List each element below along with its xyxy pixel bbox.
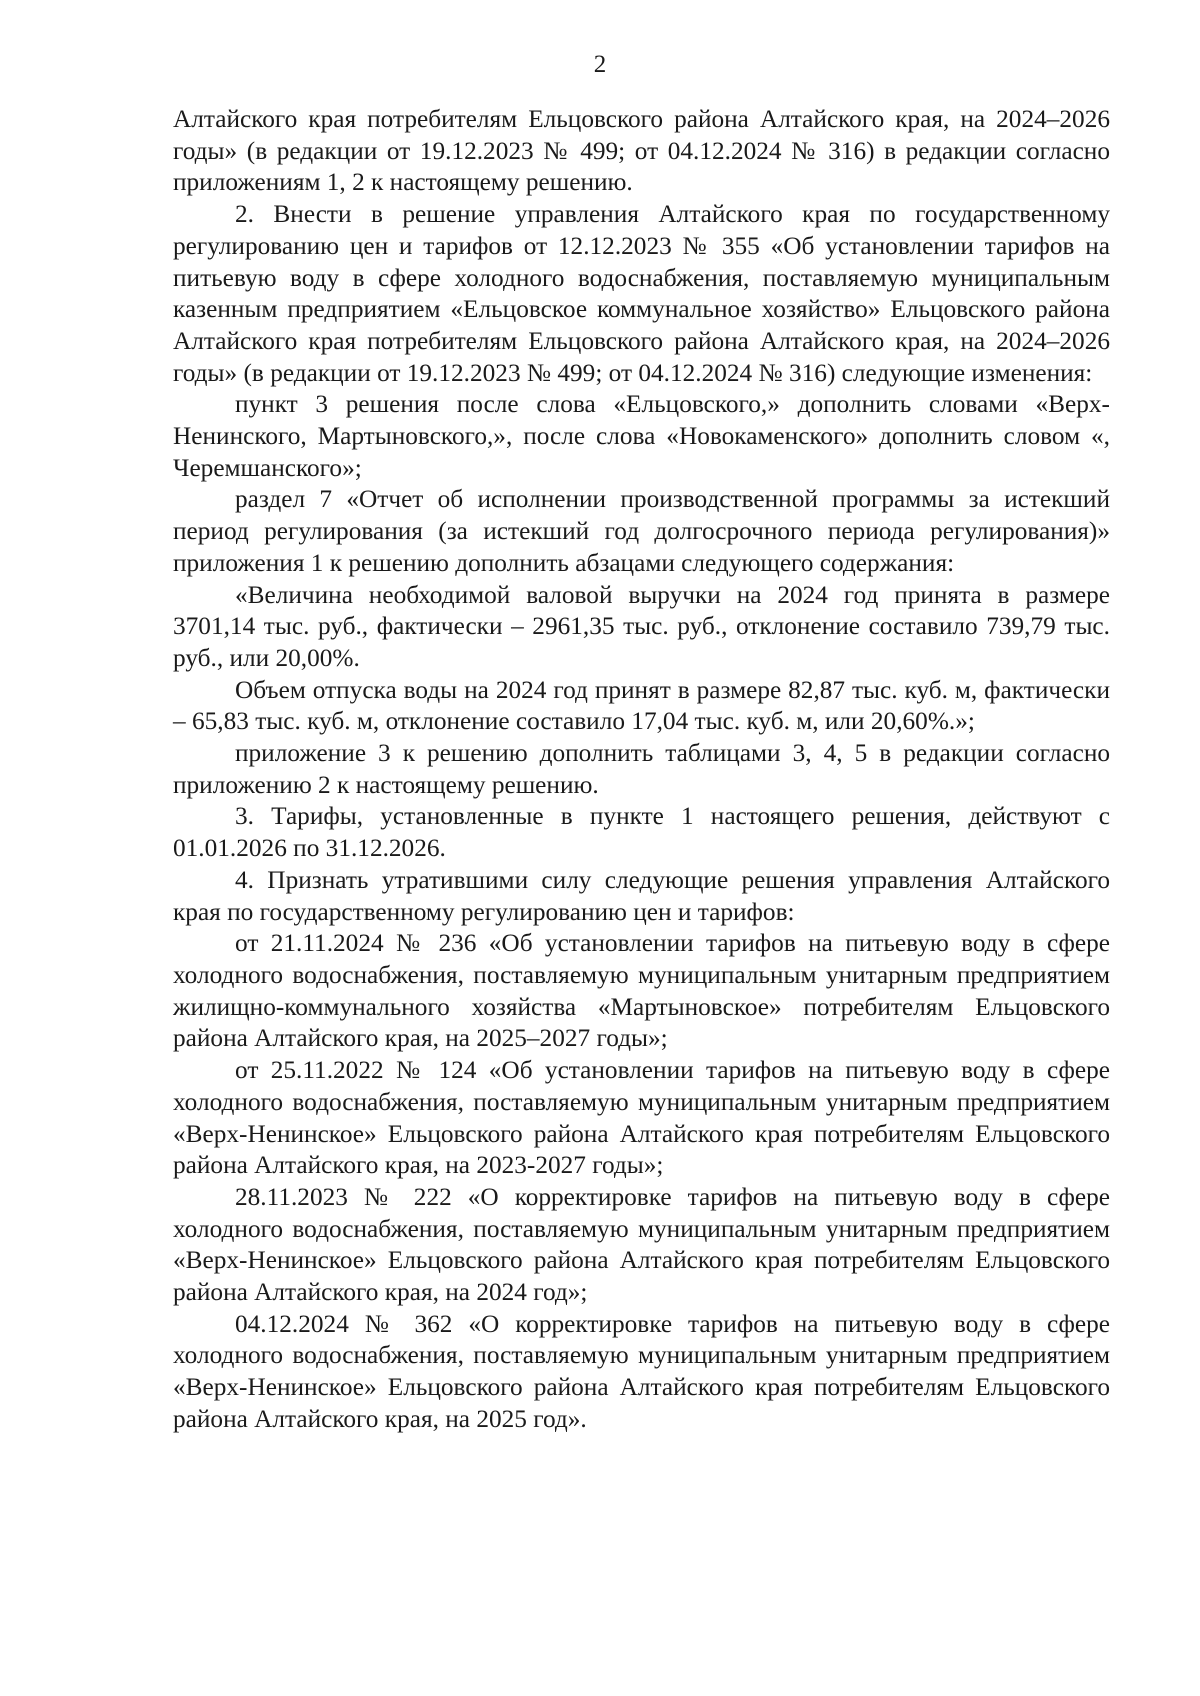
paragraph-section-7-amendment: раздел 7 «Отчет об исполнении производственной программы за истекший период регулирования (за истекший год долгосрочного периода регулирования)» приложения 1 к решению дополнить абзацами следующего содержания: [173,485,1110,577]
paragraph-decision-124: от 25.11.2022 № 124 «Об установлении тарифов на питьевую воду в сфере холодного водоснабжения, поставляемую муниципальным унитарным предприятием «Верх-Ненинское» Ельцовского района Алтайского края потребителям Ельцовского района Алтайского края, на 2023-2027 годы»; [173,1056,1110,1180]
paragraph-revenue: «Величина необходимой валовой выручки на 2024 год принята в размере 3701,14 тыс. руб., фактически – 2961,35 тыс. руб., отклонение составило 739,79 тыс. руб., или 20,00%. [173,580,1110,672]
paragraph-point-3-amendment: пункт 3 решения после слова «Ельцовского,» дополнить словами «Верх-Ненинского, Мартыновского,», после слова «Новокаменского» дополнить словом «, Черемшанского»; [173,390,1110,482]
paragraph-decision-236: от 21.11.2024 № 236 «Об установлении тарифов на питьевую воду в сфере холодного водоснабжения, поставляемую муниципальным унитарным предприятием жилищно-коммунального хозяйства «Мартыновское» потребителям Ельцовского района Алтайского края, на 2025–2027 годы»; [173,929,1110,1053]
paragraph-item-3: 3. Тарифы, установленные в пункте 1 настоящего решения, действуют с 01.01.2026 по 31.12.2026. [173,802,1110,863]
paragraph-item-2: 2. Внести в решение управления Алтайского края по государственному регулированию цен и тарифов от 12.12.2023 № 355 «Об установлении тарифов на питьевую воду в сфере холодного водоснабжения, поставляемую муниципальным казенным предприятием «Ельцовское коммунальное хозяйство» Ельцовского района Алтайского края потребителям Ельцовского района Алтайского края, на 2024–2026 годы» (в редакции от 19.12.2023 № 499; от 04.12.2024 № 316) следующие изменения: [173,200,1110,387]
paragraph-item-4: 4. Признать утратившими силу следующие решения управления Алтайского края по государственному регулированию цен и тарифов: [173,865,1110,926]
document-body [173,104,1110,1436]
paragraph-continuation: Алтайского края потребителям Ельцовского района Алтайского края, на 2024–2026 годы» (в редакции от 19.12.2023 № 499; от 04.12.2024 № 316) в редакции согласно приложениям 1, 2 к настоящему решению. [173,105,1110,197]
paragraph-water-volume: Объем отпуска воды на 2024 год принят в размере 82,87 тыс. куб. м, фактически – 65,83 тыс. куб. м, отклонение составило 17,04 тыс. куб. м, или 20,60%.»; [173,675,1110,736]
paragraph-decision-222: 28.11.2023 № 222 «О корректировке тарифов на питьевую воду в сфере холодного водоснабжения, поставляемую муниципальным унитарным предприятием «Верх-Ненинское» Ельцовского района Алтайского края потребителям Ельцовского района Алтайского края, на 2024 год»; [173,1182,1110,1307]
paragraph-appendix-3: приложение 3 к решению дополнить таблицами 3, 4, 5 в редакции согласно приложению 2 к настоящему решению. [173,739,1110,799]
page-number: 2 [593,51,607,78]
paragraph-decision-362: 04.12.2024 № 362 «О корректировке тарифов на питьевую воду в сфере холодного водоснабжения, поставляемую муниципальным унитарным предприятием «Верх-Ненинское» Ельцовского района Алтайского края потребителям Ельцовского района Алтайского края, на 2025 год». [173,1309,1110,1433]
